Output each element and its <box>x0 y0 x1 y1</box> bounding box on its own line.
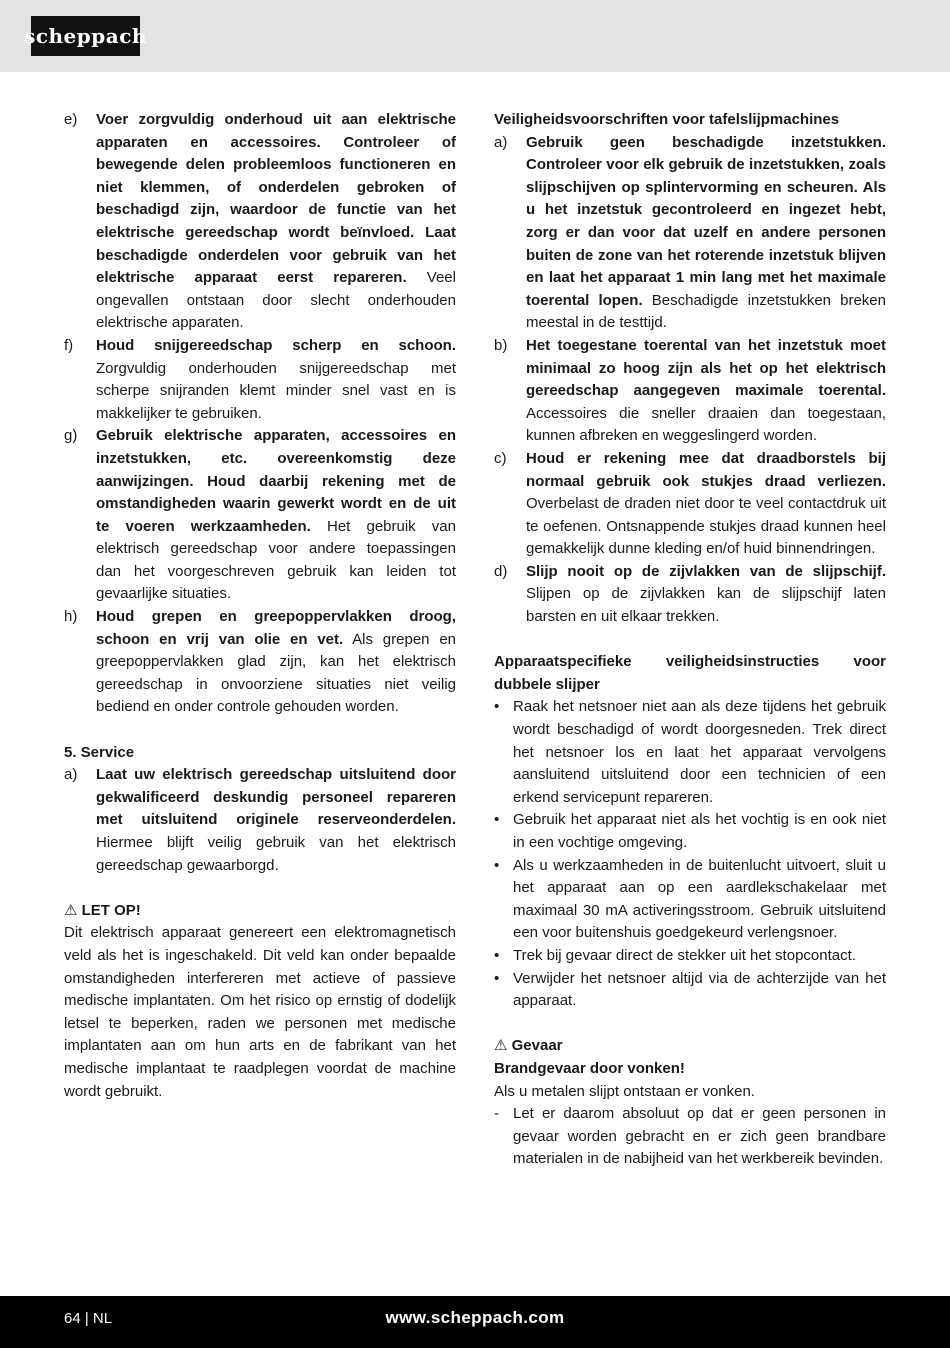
item-text: Beschadigde inzetstukken breken meestal in de testtijd. <box>526 291 886 332</box>
service-heading: 5. Service <box>64 743 135 761</box>
item-bold-text: Het toegestane toerental van het inzetstuk moet minimaal zo hoog zijn als het op het elektrisch gereedschap aangegeven maximale toerental. <box>526 336 886 400</box>
item-text: Accessoires die sneller draaien dan toegestaan, kunnen afbreken en weggeslingerd worden. <box>526 404 886 445</box>
warning-heading <box>64 900 456 923</box>
list-item-e <box>64 109 456 335</box>
danger-subtitle: Brandgevaar door vonken! <box>494 1059 685 1077</box>
dash-text: Let er daarom absoluut op dat er geen personen in gevaar worden gebracht en er zich geen brandbare materialen in de nabijheid van het werkbereik bevinden. <box>513 1105 886 1168</box>
item-label: d) <box>494 562 508 580</box>
item-bold-text: Laat uw elektrisch gereedschap uitsluitend door gekwalificeerd deskundig personeel repareren met uitsluitend originele reserveonderdelen. <box>96 766 456 829</box>
item-text: Zorgvuldig onderhouden snijgereedschap met scherpe snijranden klemt minder snel vast en is makkelijker te gebruiken. <box>96 359 456 422</box>
scheppach-logo: scheppach <box>31 16 140 56</box>
list-item-d <box>494 561 886 629</box>
dash-item: - Let er daarom absoluut op dat er geen personen in gevaar worden gebracht en er zich geen brandbare materialen in de nabijheid van het werkbereik bevinden. <box>494 1103 886 1171</box>
right-column <box>494 109 886 1171</box>
item-label: f) <box>64 336 74 354</box>
section-heading: Veiligheidsvoorschriften voor tafelslijpmachines <box>494 111 840 128</box>
item-text: Als grepen en greepoppervlakken glad zijn, kan het elektrisch gereedschap in onvoorziene situaties niet veilig bediend en onder controle gehouden worden. <box>96 630 457 716</box>
item-bold-text: Gebruik elektrische apparaten, accessoires en inzetstukken, etc. overeenkomstig deze aanwijzingen. Houd daarbij rekening met de omstandigheden waarin gewerkt wordt en de uit te voeren werkzaamheden. <box>96 427 456 535</box>
warning-title: LET OP! <box>81 901 141 919</box>
bullet-text: Raak het netsnoer niet aan als deze tijdens het gebruik wordt beschadigd of wordt doorgesneden. Trek direct het netsnoer los en laat het apparaat vervolgens aansluitend uitsluitend door een technicien of een erkend servicepunt repareren. <box>513 698 886 806</box>
item-label: h) <box>64 608 78 626</box>
bullet-text: Verwijder het netsnoer altijd via de achterzijde van het apparaat. <box>513 969 886 1010</box>
list-item-b <box>494 335 886 448</box>
item-label: c) <box>494 449 507 467</box>
list-item-c <box>494 448 886 561</box>
list-item-a <box>494 132 886 335</box>
warning-triangle-icon: ⚠ <box>494 1037 508 1055</box>
bullet-item: • Verwijder het netsnoer altijd via de achterzijde van het apparaat. <box>494 968 886 1013</box>
item-label: e) <box>64 111 78 128</box>
item-bold-text: Houd er rekening mee dat draadborstels bij normaal gebruik ook stukjes draad verliezen. <box>526 449 886 490</box>
item-label: g) <box>64 427 78 445</box>
list-item-f <box>64 335 456 425</box>
item-text: Overbelast de draden niet door te veel contactdruk uit te oefenen. Ontsnappende stukjes draad kunnen heel gemakkelijk dunne kleding en/of huid binnendringen. <box>526 495 886 558</box>
danger-title: Gevaar <box>511 1037 563 1055</box>
left-column <box>64 109 456 1103</box>
list-item-h <box>64 606 456 719</box>
item-bold-text: Houd grepen en greepoppervlakken droog, schoon en vrij van olie en vet. <box>96 608 456 648</box>
bullet-item: • Als u werkzaamheden in de buitenlucht uitvoert, sluit u het apparaat aan op een aardlekschakelaar met maximaal 30 mA activeringsstroom. Gebruik uitsluitend een voor buitenshuis goedgekeurd verlengsnoer. <box>494 855 886 945</box>
website-link[interactable]: www.scheppach.com <box>385 1308 565 1327</box>
specific-heading: Apparaatspecifieke veiligheidsinstructies voor dubbele slijper <box>494 653 886 693</box>
item-label: a) <box>494 133 508 151</box>
item-label: b) <box>494 336 508 354</box>
warning-triangle-icon: ⚠ <box>64 901 78 919</box>
page-number: 64 | NL <box>64 1310 113 1327</box>
list-item-service-a <box>64 764 456 877</box>
bullet-text: Gebruik het apparaat niet als het vochtig is en ook niet in een vochtige omgeving. <box>513 811 886 851</box>
bullet-item: • Gebruik het apparaat niet als het vochtig is en ook niet in een vochtige omgeving. <box>494 809 886 854</box>
item-text: Veel ongevallen ontstaan door slecht onderhouden elektrische apparaten. <box>96 269 456 332</box>
item-text: Het gebruik van elektrisch gereedschap voor andere toepassingen dan het voorgeschreven gebruik kan leiden tot gevaarlijke situaties. <box>96 517 456 603</box>
danger-text: Als u metalen slijpt ontstaan er vonken. <box>494 1082 755 1100</box>
item-bold-text: Gebruik geen beschadigde inzetstukken. Controleer voor elk gebruik de inzetstukken, zoals slijpschijven op splintervorming en scheuren. Als u het inzetstuk gecontroleerd en ingezet hebt, zorg er dan voor dat uzelf en andere personen buiten de zone van het roterende inzetstuk blijven en laat het apparaat 1 min lang met het maximale toerental lopen. <box>526 133 886 309</box>
bullet-item: • Raak het netsnoer niet aan als deze tijdens het gebruik wordt beschadigd of wordt doorgesneden. Trek direct het netsnoer los en laat het apparaat vervolgens aansluitend uitsluitend door een technicien of een erkend servicepunt repareren. <box>494 696 886 809</box>
bullet-text: Als u werkzaamheden in de buitenlucht uitvoert, sluit u het apparaat aan op een aardlekschakelaar met maximaal 30 mA activeringsstroom. Gebruik uitsluitend een voor buitenshuis goedgekeurd verlengsnoer. <box>513 856 886 942</box>
item-bold-text: Slijp nooit op de zijvlakken van de slijpschijf. <box>526 562 886 580</box>
bullet-item: • Trek bij gevaar direct de stekker uit het stopcontact. <box>494 945 886 968</box>
item-text: Hiermee blijft veilig gebruik van het elektrisch gereedschap gewaarborgd. <box>96 834 456 874</box>
warning-text: Dit elektrisch apparaat genereert een elektromagnetisch veld als het is ingeschakeld. Dit veld kan onder bepaalde omstandigheden interfereren met actieve of passieve medische implantaten. Om het risico op ernstig of dodelijk letsel te beperken, raden we personen met medische implantaten aan om hun arts en de fabrikant van het medische implantaat te raadplegen voordat de machine wordt gebruikt. <box>64 924 456 1100</box>
item-text: Slijpen op de zijvlakken kan de slijpschijf laten barsten en uit elkaar trekken. <box>526 585 886 626</box>
item-bold-text: Houd snijgereedschap scherp en schoon. <box>96 336 456 354</box>
item-label: a) <box>64 766 78 784</box>
list-item-g <box>64 425 456 606</box>
danger-heading <box>494 1035 886 1058</box>
bullet-text: Trek bij gevaar direct de stekker uit het stopcontact. <box>513 946 856 964</box>
page-header <box>0 0 950 72</box>
item-bold-text: Voer zorgvuldig onderhoud uit aan elektrische apparaten en accessoires. Controleer of bewegende delen probleemloos functioneren en niet klemmen, of onderdelen gebroken of beschadigd zijn, waardoor de functie van het elektrische gereedschap wordt beïnvloed. Laat beschadigde onderdelen voor gebruik van het elektrische apparaat eerst repareren. <box>96 111 456 287</box>
page-footer <box>0 1296 950 1348</box>
